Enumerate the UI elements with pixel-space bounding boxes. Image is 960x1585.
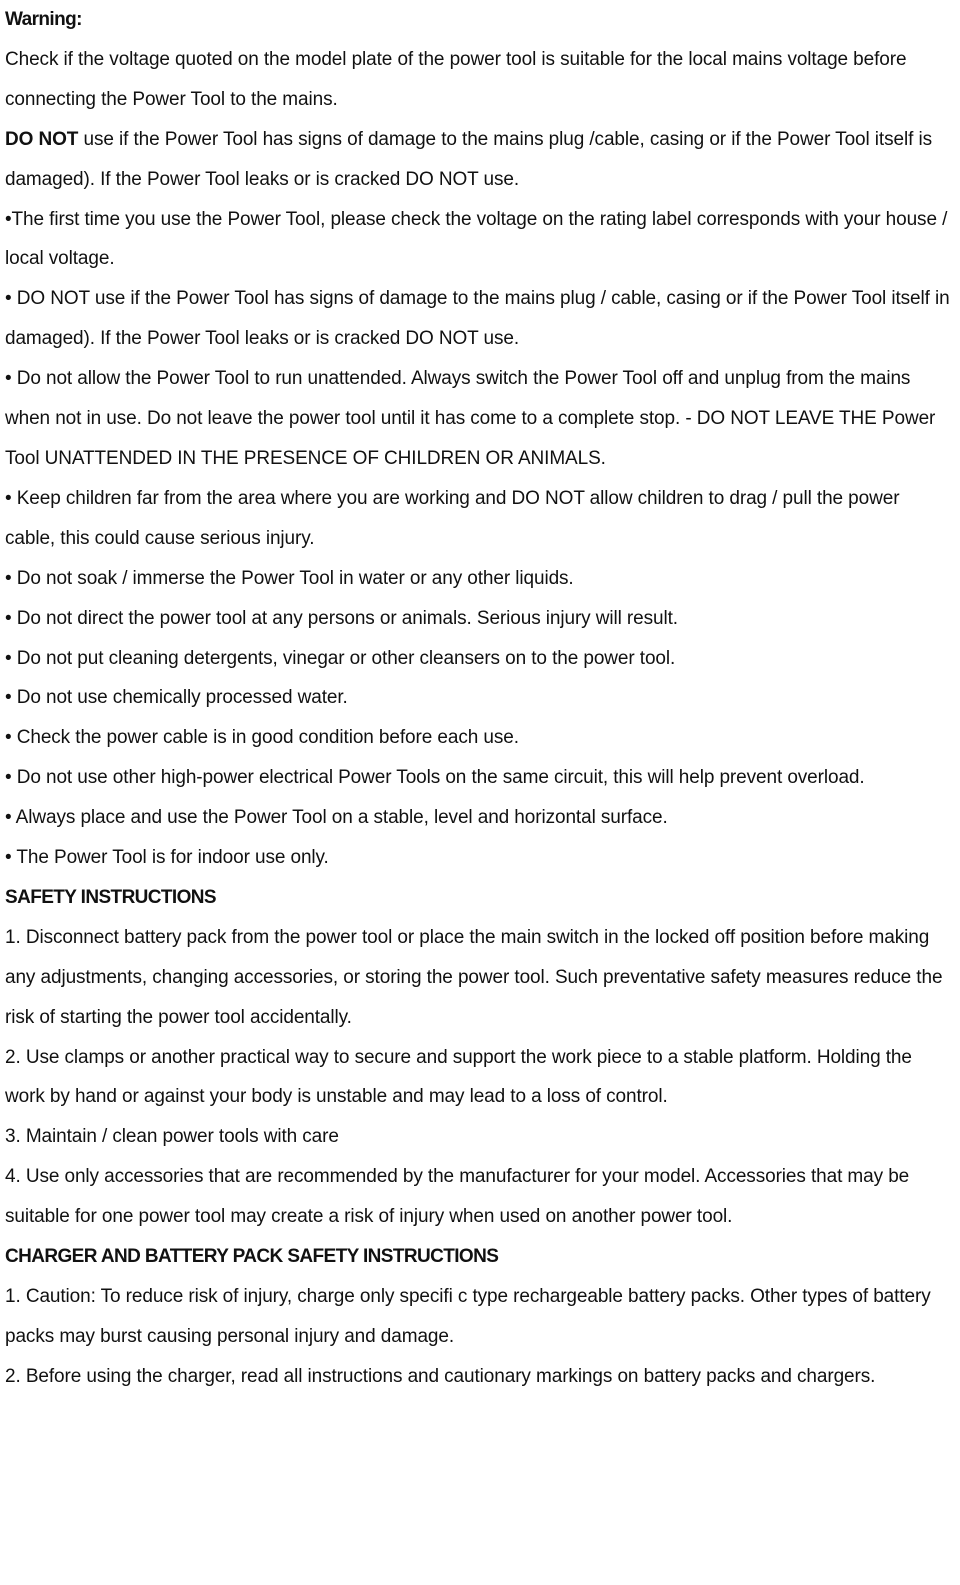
safety-instructions-heading: SAFETY INSTRUCTIONS [5,886,216,908]
bullet-item: • The Power Tool is for indoor use only. [5,847,329,869]
safety-item: 4. Use only accessories that are recommended by the manufacturer for your model. Accessories that may be suitable for one power tool may create a risk of injury when used on another power tool. [5,1166,910,1228]
charger-item: 2. Before using the charger, read all instructions and cautionary markings on battery packs and chargers. [5,1365,876,1387]
bullet-item: • Keep children far from the area where you are working and DO NOT allow children to drag / pull the power cable, this could cause serious injury. [5,487,900,549]
bullet-item: •The first time you use the Power Tool, please check the voltage on the rating label corresponds with your house / local voltage. [5,208,948,270]
warning-heading: Warning: [5,9,82,30]
bullet-item: • Check the power cable is in good condition before each use. [5,727,519,749]
charger-item: 1. Caution: To reduce risk of injury, charge only specifi c type rechargeable battery packs. Other types of battery packs may burst causing personal injury and damage. [5,1286,931,1347]
warning-paragraph-damage-text: use if the Power Tool has signs of damage to the mains plug /cable, casing or if the Power Tool itself is damaged). If the Power Tool leaks or is cracked DO NOT use. [5,128,932,190]
bullet-item: • Do not allow the Power Tool to run unattended. Always switch the Power Tool off and unplug from the mains when not in use. Do not leave the power tool until it has come to a complete stop. - DO NOT LEAVE THE Power Tool UNATTENDED IN THE PRESENCE OF CHILDREN OR ANIMALS. [5,368,936,469]
bullet-item: • Do not soak / immerse the Power Tool in water or any other liquids. [5,567,574,589]
warning-paragraph-damage [5,120,954,200]
safety-item: 3. Maintain / clean power tools with care [5,1126,339,1148]
warning-emphasis: DO NOT [5,128,79,150]
bullet-item: • Do not use chemically processed water. [5,687,348,709]
bullet-item: • Do not direct the power tool at any persons or animals. Serious injury will result. [5,607,678,629]
charger-safety-heading: CHARGER AND BATTERY PACK SAFETY INSTRUCTIONS [5,1246,499,1268]
safety-item: 1. Disconnect battery pack from the power tool or place the main switch in the locked off position before making any adjustments, changing accessories, or storing the power tool. Such preventative safety measures reduce the risk of starting the power tool accidentally. [5,926,943,1028]
warning-paragraph-voltage: Check if the voltage quoted on the model plate of the power tool is suitable for the local mains voltage before connecting the Power Tool to the mains. [5,48,907,110]
safety-item: 2. Use clamps or another practical way to secure and support the work piece to a stable platform. Holding the work by hand or against your body is unstable and may lead to a loss of control. [5,1046,912,1108]
bullet-item: • DO NOT use if the Power Tool has signs of damage to the mains plug / cable, casing or if the Power Tool itself in damaged). If the Power Tool leaks or is cracked DO NOT use. [5,288,950,350]
bullet-item: • Do not put cleaning detergents, vinegar or other cleansers on to the power tool. [5,647,676,669]
bullet-item: • Do not use other high-power electrical Power Tools on the same circuit, this will help prevent overload. [5,767,865,789]
bullet-item: • Always place and use the Power Tool on a stable, level and horizontal surface. [5,807,668,829]
